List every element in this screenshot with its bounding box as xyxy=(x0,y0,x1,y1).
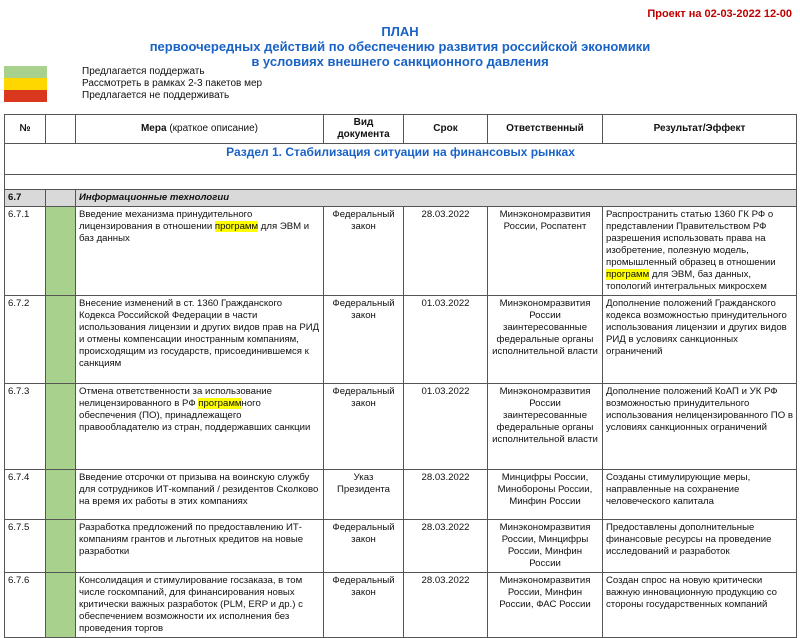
highlighted-word: программ xyxy=(606,269,650,280)
table-row xyxy=(5,207,797,296)
table-row xyxy=(5,573,797,638)
title-line-3: в условиях внешнего санкционного давления xyxy=(251,54,549,69)
legend-swatch-yellow xyxy=(4,78,47,90)
col-header-term: Срок xyxy=(404,115,488,144)
row-measure: Консолидация и стимулирование госзаказа, в том числе госкомпаний, для финансирования новых критически важных разработок (PLM, ERP и др.) с обеспечением возможности их исполнения без проведения торгов xyxy=(76,573,324,638)
row-doc: Федеральный закон xyxy=(324,573,404,638)
result-text: для ЭВМ, баз данных, топологий интегральных микросхем xyxy=(606,269,767,292)
row-measure: Введение отсрочки от призыва на воинскую службу для сотрудников ИТ-компаний / резидентов Сколково на время их работы в этих компаниях xyxy=(76,470,324,520)
row-result: Предоставлены дополнительные финансовые ресурсы на проведение исследований и разработок xyxy=(603,520,797,573)
col-header-responsible: Ответственный xyxy=(488,115,603,144)
legend-label: Предлагается поддержать xyxy=(82,66,205,77)
measure-text: Отмена ответственности за использование нелицензированного в РФ xyxy=(79,386,272,409)
row-doc: Указ Президента xyxy=(324,470,404,520)
spacer-cell xyxy=(5,175,797,190)
row-responsible: Минэкономразвития России, Минцифры России, Минфин России xyxy=(488,520,603,573)
legend-swatch-green xyxy=(4,66,47,78)
measure-header-note: (краткое описание) xyxy=(169,123,259,134)
table-header-row xyxy=(5,115,797,144)
section-title: Раздел 1. Стабилизация ситуации на финансовых рынках xyxy=(5,144,797,175)
col-header-doc: Вид документа xyxy=(324,115,404,144)
status-cell-support xyxy=(46,384,76,470)
table-row xyxy=(5,296,797,384)
status-cell-support xyxy=(46,520,76,573)
highlighted-word: программ xyxy=(198,398,242,409)
status-cell-support xyxy=(46,470,76,520)
row-responsible: Минэкономразвития России заинтересованные федеральные органы исполнительной власти xyxy=(488,296,603,384)
row-term: 01.03.2022 xyxy=(404,296,488,384)
measure-text: ного обеспечения (ПО), принадлежащего правообладателю из стран, поддержавших санкции xyxy=(79,398,311,433)
table-row xyxy=(5,384,797,470)
col-header-result: Результат/Эффект xyxy=(603,115,797,144)
status-cell-support xyxy=(46,296,76,384)
row-num: 6.7.6 xyxy=(5,573,46,638)
row-doc: Федеральный закон xyxy=(324,520,404,573)
row-num: 6.7.4 xyxy=(5,470,46,520)
row-num: 6.7.3 xyxy=(5,384,46,470)
row-measure: Разработка предложений по предоставлению ИТ-компаниям грантов и льготных кредитов на новые разработки xyxy=(76,520,324,573)
col-header-measure xyxy=(76,115,324,144)
col-header-num: № xyxy=(5,115,46,144)
status-cell-support xyxy=(46,207,76,296)
row-measure xyxy=(76,384,324,470)
result-text: Распространить статью 1360 ГК РФ о представлении Правительством РФ разрешения использовать права на изобретение, полезную модель, промышленный образец в отношении xyxy=(606,209,776,268)
measure-text: Введение механизма принудительного лицензирования в отношении xyxy=(79,209,253,232)
row-num: 6.7.5 xyxy=(5,520,46,573)
title-line-2: первоочередных действий по обеспечению развития российской экономики xyxy=(149,39,651,54)
row-responsible: Минцифры России, Минобороны России, Минфин России xyxy=(488,470,603,520)
legend-label: Предлагается не поддерживать xyxy=(82,90,230,101)
row-result: Создан спрос на новую критически важную инновационную продукцию со стороны государственных компаний xyxy=(603,573,797,638)
row-result xyxy=(603,207,797,296)
category-status xyxy=(46,190,76,207)
table-row xyxy=(5,520,797,573)
col-header-status xyxy=(46,115,76,144)
row-result: Созданы стимулирующие меры, направленные на сохранение человеческого капитала xyxy=(603,470,797,520)
row-result: Дополнение положений Гражданского кодекса возможностью принудительного использования лицензии и других видов РИД в условиях санкционных ограничений xyxy=(603,296,797,384)
row-term: 01.03.2022 xyxy=(404,384,488,470)
title-line-1: ПЛАН xyxy=(381,24,419,39)
section-row xyxy=(5,144,797,175)
row-term: 28.03.2022 xyxy=(404,207,488,296)
row-doc: Федеральный закон xyxy=(324,296,404,384)
row-term: 28.03.2022 xyxy=(404,520,488,573)
row-num: 6.7.1 xyxy=(5,207,46,296)
row-num: 6.7.2 xyxy=(5,296,46,384)
row-term: 28.03.2022 xyxy=(404,470,488,520)
status-cell-support xyxy=(46,573,76,638)
spacer-row xyxy=(5,175,797,190)
row-measure: Внесение изменений в ст. 1360 Гражданского Кодекса Российской Федерации в части использования лицензии и других видов прав на РИД и отмены компенсации иностранным компаниям, происходящим из государств, присоединившемся к санкциям xyxy=(76,296,324,384)
highlighted-word: программ xyxy=(214,221,259,232)
row-responsible: Минэкономразвития России, Роспатент xyxy=(488,207,603,296)
category-title: Информационные технологии xyxy=(76,190,797,207)
document-title xyxy=(0,24,800,69)
row-doc: Федеральный закон xyxy=(324,207,404,296)
row-result: Дополнение положений КоАП и УК РФ возможностью принудительного использования нелицензированного ПО в условиях санкционных ограничений xyxy=(603,384,797,470)
row-responsible: Минэкономразвития России, Минфин России, ФАС России xyxy=(488,573,603,638)
measure-text: для ЭВМ и баз данных xyxy=(79,221,310,244)
row-measure xyxy=(76,207,324,296)
legend-swatch-red xyxy=(4,90,47,102)
row-term: 28.03.2022 xyxy=(404,573,488,638)
row-doc: Федеральный закон xyxy=(324,384,404,470)
table-row xyxy=(5,470,797,520)
category-row xyxy=(5,190,797,207)
draft-note: Проект на 02-03-2022 12-00 xyxy=(647,8,792,20)
legend-label: Рассмотреть в рамках 2-3 пакетов мер xyxy=(82,78,263,89)
row-responsible: Минэкономразвития России заинтересованные федеральные органы исполнительной власти xyxy=(488,384,603,470)
category-num: 6.7 xyxy=(5,190,46,207)
measure-header-label: Мера xyxy=(140,123,167,134)
measures-table xyxy=(4,114,797,638)
